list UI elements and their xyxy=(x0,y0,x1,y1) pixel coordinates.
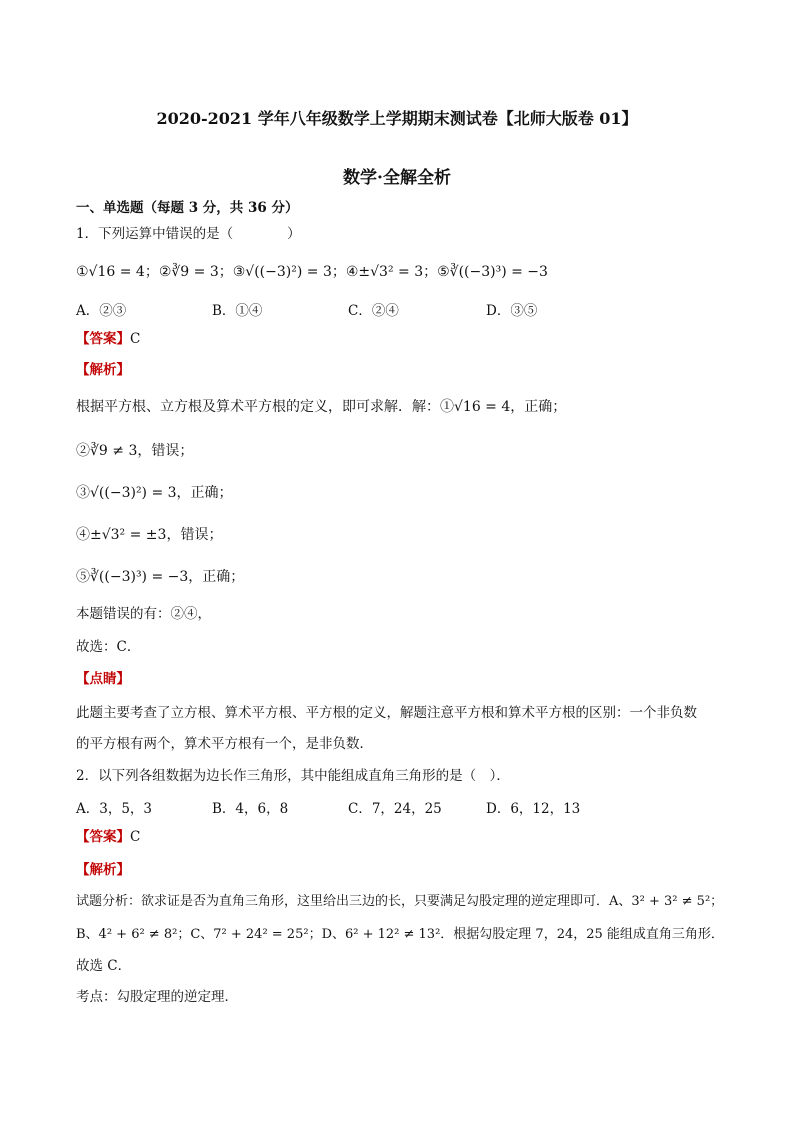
document-subtitle: 数学·全解全析 xyxy=(343,168,451,188)
document-title: 2020-2021 学年八年级数学上学期期末测试卷【北师大版卷 01】 xyxy=(156,109,638,128)
q1-analysis-line-3: ③√((−3)²) = 3，正确； xyxy=(76,485,233,501)
q1-comment-line-1: 此题主要考查了立方根、算术平方根、平方根的定义，解题注意平方根和算术平方根的区别：一个非负数 xyxy=(76,705,697,721)
q1-choice-c: C．②④ xyxy=(348,303,399,319)
q1-choice-b: B．①④ xyxy=(212,303,263,319)
q1-answer xyxy=(76,329,140,349)
q2-answer xyxy=(76,827,140,847)
q1-comment-tag: 【点睛】 xyxy=(76,671,130,687)
q2-choice-d: D．6，12，13 xyxy=(486,801,581,817)
q2-analysis-line-2: B、4² + 6² ≠ 8²；C、7² + 24² = 25²；D、6² + 12² ≠ 13²．根据勾股定理 7，24，25 能组成直角三角形． xyxy=(76,927,724,942)
q1-choice-a: A．②③ xyxy=(76,303,127,319)
q1-analysis-line-1: 根据平方根、立方根及算术平方根的定义，即可求解．解：①√16 = 4，正确； xyxy=(76,399,567,415)
answer-tag: 【答案】 xyxy=(76,829,130,845)
q2-choice-a: A．3，5，3 xyxy=(76,801,153,817)
q1-analysis-line-5: ⑤∛((−3)³) = −3，正确； xyxy=(76,569,245,585)
q1-analysis-line-6: 本题错误的有：②④， xyxy=(76,606,211,622)
q1-choice-d: D．③⑤ xyxy=(486,303,538,319)
q2-analysis-line-3: 故选 C． xyxy=(76,958,132,974)
q2-analysis-tag: 【解析】 xyxy=(76,862,130,878)
q2-analysis-line-1: 试题分析：欲求证是否为直角三角形，这里给出三边的长，只要满足勾股定理的逆定理即可．A、3² + 3² ≠ 5²； xyxy=(76,894,724,909)
q1-analysis-line-4: ④±√3² = ±3，错误； xyxy=(76,527,223,543)
q1-analysis-tag: 【解析】 xyxy=(76,362,130,378)
q1-analysis-line-7: 故选：C． xyxy=(76,639,141,655)
question-1-expressions: ①√16 = 4；②∛9 = 3；③√((−3)²) = 3；④±√3² = 3；⑤∛((−3)³) = −3 xyxy=(76,264,548,280)
answer-value: C xyxy=(130,331,141,347)
q1-analysis-line-2: ②∛9 ≠ 3，错误； xyxy=(76,443,194,459)
q1-comment-line-2: 的平方根有两个，算术平方根有一个，是非负数． xyxy=(76,736,373,752)
question-2-stem: 2．以下列各组数据为边长作三角形，其中能组成直角三角形的是（ ）． xyxy=(76,768,510,784)
question-1-stem: 1．下列运算中错误的是（ ） xyxy=(76,226,301,242)
q2-analysis-line-4: 考点：勾股定理的逆定理． xyxy=(76,989,238,1005)
q2-choice-b: B．4，6，8 xyxy=(212,801,289,817)
answer-tag: 【答案】 xyxy=(76,331,130,347)
answer-value: C xyxy=(130,829,141,845)
section-heading: 一、单选题（每题 3 分，共 36 分） xyxy=(76,200,299,216)
q2-choice-c: C．7，24，25 xyxy=(348,801,442,817)
